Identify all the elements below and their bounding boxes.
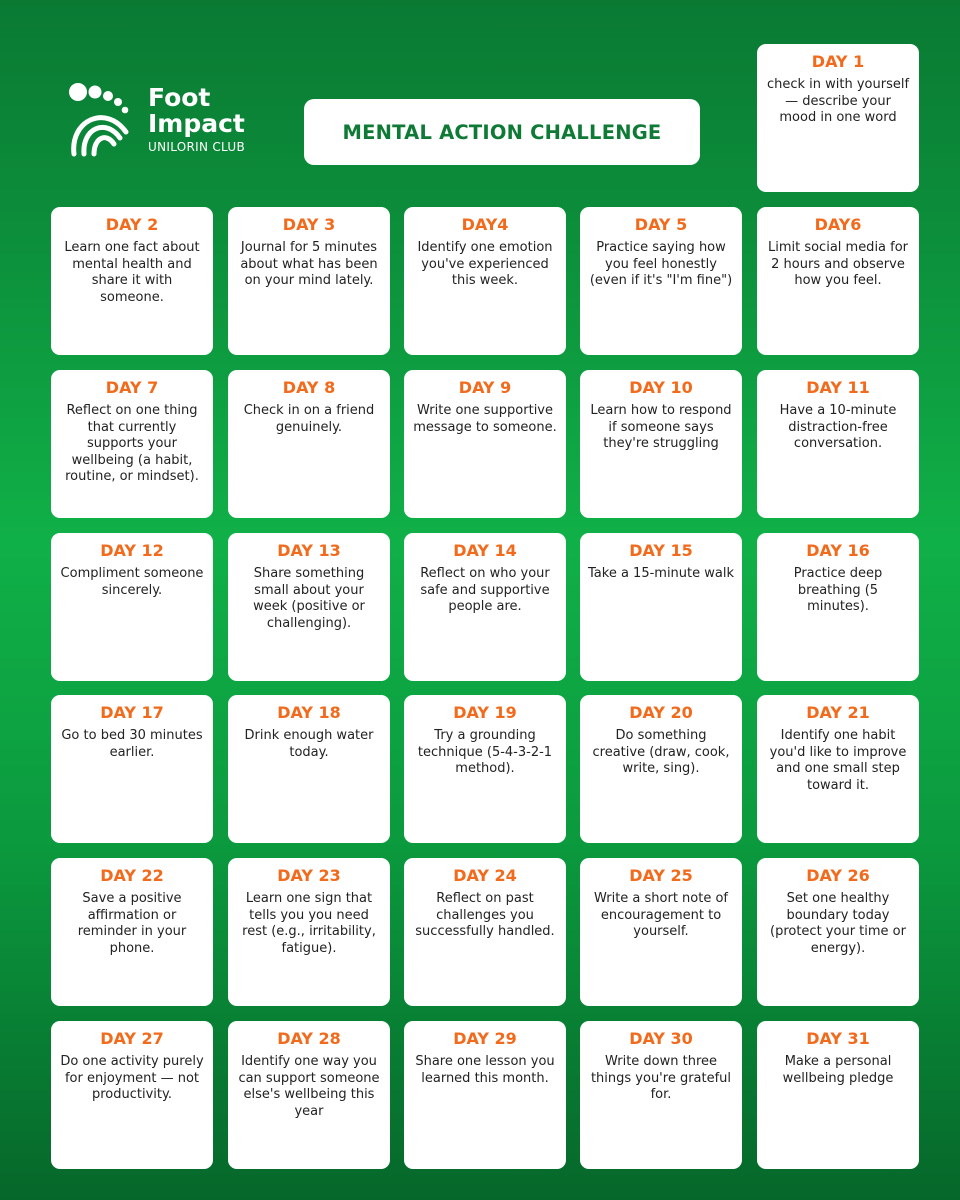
- title-banner: [304, 99, 700, 165]
- day-task: Learn one sign that tells you you need rest (e.g., irritability, fatigue).: [242, 891, 376, 956]
- day-label: DAY4: [461, 215, 509, 234]
- page-title: MENTAL ACTION CHALLENGE: [342, 120, 662, 144]
- day-card: [51, 1021, 213, 1169]
- day-card: [580, 370, 742, 518]
- day-task: Have a 10-minute distraction-free conversation.: [779, 403, 897, 451]
- day-card: [228, 533, 390, 681]
- day-task: Write one supportive message to someone.: [413, 403, 557, 435]
- day-label: DAY 11: [806, 378, 870, 397]
- day-card: [757, 858, 919, 1006]
- day-task: Save a positive affirmation or reminder in your phone.: [77, 891, 187, 956]
- day-label: DAY 8: [282, 378, 336, 397]
- day-label: DAY 17: [100, 703, 164, 722]
- day-card: [51, 858, 213, 1006]
- day-card: [404, 695, 566, 843]
- day-task: Learn how to respond if someone says they're struggling: [590, 403, 732, 451]
- day-card: [51, 533, 213, 681]
- day-task: Identify one habit you'd like to improve and one small step toward it.: [769, 728, 907, 793]
- day-card: [757, 695, 919, 843]
- day-label: DAY 25: [629, 866, 693, 885]
- day-task: Make a personal wellbeing pledge: [782, 1054, 894, 1086]
- day-card: [580, 533, 742, 681]
- day-card: [51, 370, 213, 518]
- day-label: DAY 19: [453, 703, 517, 722]
- day-label: DAY 15: [629, 541, 693, 560]
- day-card: [757, 533, 919, 681]
- day-label: DAY 14: [453, 541, 517, 560]
- day-task: Write a short note of encouragement to yourself.: [593, 891, 729, 939]
- day-task: Learn one fact about mental health and share it with someone.: [64, 240, 200, 305]
- brand-subtitle: UNILORIN CLUB: [148, 140, 246, 154]
- day-task: Set one healthy boundary today (protect your time or energy).: [770, 891, 906, 956]
- day-label: DAY 26: [806, 866, 870, 885]
- day-card: [757, 370, 919, 518]
- day-label: DAY 30: [629, 1029, 693, 1048]
- day-card: [404, 1021, 566, 1169]
- day-task: Practice saying how you feel honestly (even if it's "I'm fine"): [589, 240, 733, 288]
- footprint-icon: [66, 80, 138, 160]
- day-label: DAY 22: [100, 866, 164, 885]
- day-task: Practice deep breathing (5 minutes).: [793, 566, 883, 614]
- day-task: Reflect on one thing that currently supports your wellbeing (a habit, routine, or mindset).: [65, 403, 199, 484]
- day-task: Take a 15-minute walk: [588, 566, 735, 581]
- day-card: [228, 1021, 390, 1169]
- day-card: [580, 1021, 742, 1169]
- day-label: DAY 20: [629, 703, 693, 722]
- day-label: DAY 24: [453, 866, 517, 885]
- brand-name-line2: Impact: [148, 109, 245, 138]
- day-label: DAY 7: [105, 378, 159, 397]
- day-label: DAY 9: [458, 378, 512, 397]
- day-task: Write down three things you're grateful for.: [590, 1054, 732, 1102]
- day-card: [404, 370, 566, 518]
- day-task: Share one lesson you learned this month.: [415, 1054, 555, 1086]
- day-task: Drink enough water today.: [244, 728, 374, 760]
- day-task: Reflect on who your safe and supportive people are.: [420, 566, 550, 614]
- day-label: DAY 1: [811, 52, 865, 71]
- day-card: [228, 370, 390, 518]
- day-task: Compliment someone sincerely.: [60, 566, 204, 598]
- day-task: Check in on a friend genuinely.: [243, 403, 375, 435]
- day-label: DAY 3: [282, 215, 336, 234]
- day-label: DAY 2: [105, 215, 159, 234]
- day-label: DAY 31: [806, 1029, 870, 1048]
- day-card: [228, 858, 390, 1006]
- day-card: [580, 858, 742, 1006]
- day-label: DAY 10: [629, 378, 693, 397]
- day-task: check in with yourself — describe your mood in one word: [766, 77, 910, 125]
- day-label: DAY 16: [806, 541, 870, 560]
- day-task: Do one activity purely for enjoyment — not productivity.: [60, 1054, 204, 1102]
- day-card: [51, 207, 213, 355]
- day-label: DAY 5: [634, 215, 688, 234]
- day-task: Journal for 5 minutes about what has been on your mind lately.: [240, 240, 378, 288]
- day-card: [580, 207, 742, 355]
- day-label: DAY 27: [100, 1029, 164, 1048]
- day-label: DAY 21: [806, 703, 870, 722]
- day-label: DAY 12: [100, 541, 164, 560]
- day-label: DAY 29: [453, 1029, 517, 1048]
- club-logo: [66, 80, 266, 160]
- day-card: [757, 1021, 919, 1169]
- day-card: [228, 207, 390, 355]
- day-task: Try a grounding technique (5-4-3-2-1 method).: [417, 728, 553, 776]
- day-label: DAY 23: [277, 866, 341, 885]
- day-label: DAY6: [814, 215, 862, 234]
- day-card: [580, 695, 742, 843]
- brand-name-line1: Foot: [148, 83, 211, 112]
- day-task: Limit social media for 2 hours and observe how you feel.: [767, 240, 909, 288]
- day-task: Do something creative (draw, cook, write, sing).: [592, 728, 730, 776]
- day-task: Identify one emotion you've experienced this week.: [417, 240, 553, 288]
- day-card: [51, 695, 213, 843]
- day-task: Go to bed 30 minutes earlier.: [61, 728, 203, 760]
- day-label: DAY 13: [277, 541, 341, 560]
- day-task: Share something small about your week (positive or challenging).: [253, 566, 365, 631]
- day-card: [757, 207, 919, 355]
- day-task: Identify one way you can support someone else's wellbeing this year: [238, 1054, 380, 1119]
- day-card: [228, 695, 390, 843]
- day-label: DAY 18: [277, 703, 341, 722]
- day-card: [404, 207, 566, 355]
- day-card: [404, 858, 566, 1006]
- day-task: Reflect on past challenges you successfully handled.: [415, 891, 555, 939]
- day-card: [757, 44, 919, 192]
- day-card: [404, 533, 566, 681]
- day-label: DAY 28: [277, 1029, 341, 1048]
